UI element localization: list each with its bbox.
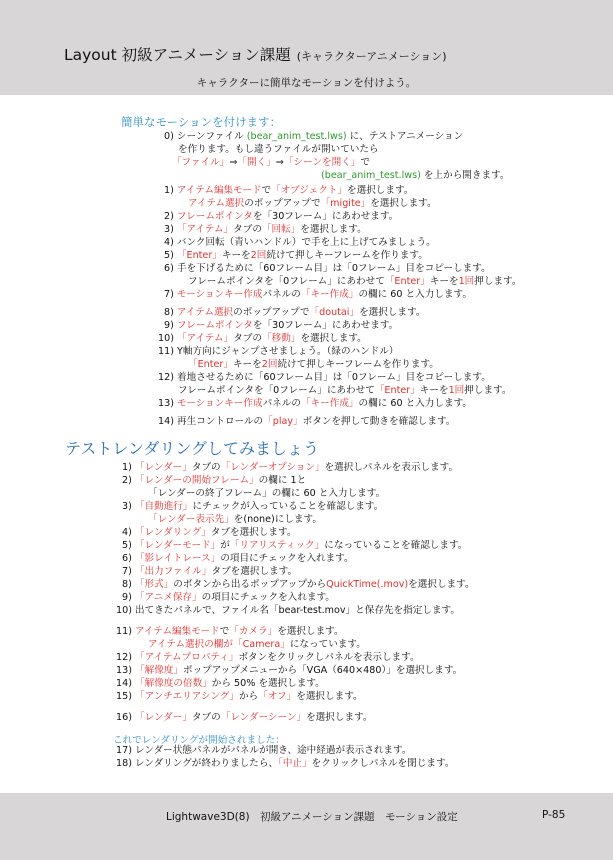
text: に、テストアニメーション [349,131,464,142]
text: を「30フレーム」にあわせます。 [252,211,399,222]
text: のポップアップで [233,307,310,318]
text: 「レンダー表示先」 [148,514,234,525]
text: を選択します。 [300,333,367,344]
text: 9) [164,320,174,331]
render-step-2-line2: 「レンダーの終了フレーム」の欄に 60 と入力します。 [148,488,386,499]
text: 13) [116,665,132,676]
text: になっていることを確認します。 [324,540,468,551]
text: 8) [122,579,132,590]
text: 「Enter」 [384,276,430,287]
text: を選択します。 [300,224,367,235]
step-13 [158,398,472,410]
render-step-4 [122,527,296,539]
text: パネルの [262,398,301,409]
text: 16) [116,712,132,723]
text: 12) [116,652,132,663]
text: を選択します。 [347,185,414,196]
page-subtitle: キャラクターに簡単なモーションを付けよう。 [196,77,417,89]
text: フレームポインタを「0フレーム」にあわせて [188,276,385,287]
text: 「doutai」 [309,307,360,318]
text: 「アニメ保存」 [134,592,202,603]
text: の欄に 60 と入力します。 [358,398,473,409]
text: パネルの [262,289,301,300]
text: が [220,540,230,551]
text: 「開く」 [237,157,276,168]
text: ポップアップメニューから「VGA（640×480）」を選択します。 [182,665,463,676]
text: 「キー作成」 [300,398,359,409]
text: 14) 再生コントロールの [158,416,264,427]
text: 1) [164,185,174,196]
text: 「キー作成」 [300,289,359,300]
text: を「30フレーム」にあわせます。 [252,320,399,331]
text: 0) シーンファイル [164,131,244,142]
text: 「影レイトレース」 [134,553,221,564]
text: アイテム編集モード [135,626,220,637]
text: キーを [429,276,459,287]
text: の欄に 60 と入力します。 [358,289,472,300]
step-0-line4 [321,170,510,182]
render-step-6 [122,553,354,565]
render-step-13 [116,665,462,677]
text: 1回 [458,276,475,287]
text: 5) [164,250,174,261]
text: 「Enter」 [176,250,222,261]
text: 「自動進行」 [134,501,193,512]
text: ⇒ [275,157,284,168]
render-step-2 [122,475,306,487]
text: を選択します。 [370,198,437,209]
text: 「レンダーモード」 [134,540,221,551]
text: キーを [221,250,251,261]
text: アイテム編集モード [176,185,262,196]
text: 「リアリスティック」 [229,540,325,551]
text: 「カメラ」 [229,626,278,637]
text: で [219,626,230,637]
text: 2) [122,475,132,486]
text: フレームポインタを「0フレーム」にあわせて [178,385,375,396]
text: キーを [419,385,449,396]
text: 「出力ファイル」 [134,566,212,577]
text: 4) [122,527,132,538]
text: 押します。 [474,276,522,287]
text: 「play」 [263,416,303,427]
step-0 [164,131,463,143]
render-step-9 [122,592,335,604]
render-step-15 [116,691,363,703]
step-5 [164,250,428,262]
text: にチェックが入っていることを確認します。 [192,501,384,512]
render-step-10: 10) 出てきたパネルで、ファイル名「bear-test.mov」と保存先を指定します。 [116,605,460,616]
text: 15) [116,691,132,702]
text: 2回 [250,250,267,261]
render-step-17: 17) レンダー状態パネルがパネルが開き、途中経過が表示されます。 [116,745,412,756]
text: 1) [122,462,132,473]
text: の項目にチェックを入れます。 [220,553,354,564]
text: をクリックしパネルを閉じます。 [311,758,455,769]
title-main: Layout 初級アニメーション課題 [64,46,291,64]
step-14 [158,416,455,428]
text: のボタンから出るポップアップから [173,579,327,590]
text: 「アイテム」 [176,224,234,235]
text: 2回 [261,359,278,370]
text: 7) [122,566,132,577]
render-step-11 [116,626,344,638]
text: になっています。 [289,639,366,650]
text: キーを [232,359,262,370]
text: を選択します。 [359,307,426,318]
text: タブの [233,333,263,344]
text: 「Enter」 [188,359,233,370]
text: ボタンを押して動きを確認します。 [302,416,456,427]
text: 「オブジェクト」 [271,185,348,196]
page-footer [0,793,613,860]
text: (bear_anim_test.lws) [246,131,347,142]
text: ⇒ [229,157,238,168]
step-6: 6) 手を下げるために「60フレーム目」は「0フレーム」目をコピーします。 [164,263,491,274]
text: 5) [122,540,132,551]
text: 7) [164,289,174,300]
text: フレームポインタ [176,211,253,222]
text: を(none)にします。 [233,514,322,525]
text: 押します。 [464,385,512,396]
text: で [261,185,272,196]
text: 8) [164,307,174,318]
render-step-3-line2 [148,514,322,526]
text: 「ファイル」 [172,157,230,168]
text: アイテム選択の欄が [148,639,233,650]
text: を選択します。 [408,579,475,590]
render-step-12 [116,652,420,664]
step-8 [164,307,425,319]
text: 「アイテム」 [177,333,234,344]
text: 3) [122,501,132,512]
text: 「Camera」 [233,639,290,650]
step-12-line2 [178,385,511,397]
render-step-7 [122,566,297,578]
text: (bear_anim_test.lws) [321,170,421,181]
text: タブを選択します。 [211,566,298,577]
text: を選択します。 [296,691,363,702]
step-2 [164,211,398,223]
text: タブの [191,462,221,473]
render-step-3 [122,501,383,513]
text: 3) [164,224,174,235]
text: フレームポインタ [176,320,253,331]
step-9 [164,320,398,332]
text: から 50% を選択します。 [211,678,325,689]
text: 「中止」 [278,758,312,769]
text: 13) [158,398,174,409]
section-heading-motion: 簡単なモーションを付けます： [121,115,282,129]
step-4: 4) バンク回転（青いハンドル）で手を上に上げてみましょう。 [164,237,436,248]
text: 「回転」 [261,224,301,235]
text: タブの [191,712,221,723]
text: の欄に 1と [258,475,307,486]
render-step-8 [122,579,475,591]
page-number: P-85 [542,809,566,821]
render-step-16 [116,712,372,724]
title-sub: (キャラクターアニメーション) [296,50,447,63]
render-step-14 [116,678,325,690]
text: ボタンをクリックしパネルを表示します。 [238,652,420,663]
text: 「オフ」 [258,691,297,702]
step-3 [164,224,367,236]
text: 14) [116,678,132,689]
step-0-line3 [172,157,370,169]
text: 「レンダリング」 [134,527,211,538]
step-0-line2: を作ります。もし違うファイルが開いていたら [178,144,379,155]
text: 「migite」 [320,198,371,209]
render-step-1 [122,462,458,474]
text: から [238,691,259,702]
step-11: 11) Y軸方向にジャンプさせましょう。（緑のハンドル） [158,346,399,357]
text: 2) [164,211,174,222]
text: 「形式」 [134,579,174,590]
text: のポップアップで [244,198,321,209]
text: 11) [116,626,132,637]
render-step-11-line2 [148,639,366,651]
text: 「レンダーシーン」 [220,712,307,723]
text: モーションキー作成 [176,289,263,300]
text: QuickTime(.mov) [326,579,409,590]
text: 「レンダーオプション」 [220,462,325,473]
text: 続けて押しキーフレームを作ります。 [266,250,428,261]
text: 「レンダーの開始フレーム」 [134,475,259,486]
text: 「解像度の倍数」 [135,678,212,689]
render-note: これでレンダリングが開始されました： [113,735,285,746]
footer-title: Lightwave3D(8) 初級アニメーション課題 モーション設定 [166,811,458,823]
text: 「アイテムプロパティ」 [135,652,239,663]
text: アイテム選択 [188,198,245,209]
text: を上から開きます。 [423,170,510,181]
text: 「レンダー」 [134,462,192,473]
text: 1回 [448,385,465,396]
step-11-line2 [188,359,439,371]
text: 6) [122,553,132,564]
step-1 [164,185,413,197]
text: を選択しパネルを表示します。 [324,462,459,473]
text: で [360,157,370,168]
text: 10) [158,333,174,344]
text: を選択します。 [277,626,344,637]
text: 「シーンを開く」 [283,157,361,168]
text: 18) レンダリングが終わりましたら、 [116,758,279,769]
text: タブの [233,224,262,235]
text: を選択します。 [306,712,373,723]
step-6-line2 [188,276,521,288]
text: 「移動」 [262,333,301,344]
text: モーションキー作成 [177,398,263,409]
step-12: 12) 着地させるために「60フレーム目」は「0フレーム」目をコピーします。 [158,372,491,383]
section-heading-render: テストレンダリングしてみましょう [65,439,320,458]
step-1-line2 [188,198,437,210]
text: 「解像度」 [135,665,183,676]
step-7 [164,289,472,301]
step-10 [158,333,367,345]
text: タブを選択します。 [210,527,297,538]
text: 「レンダー」 [135,712,192,723]
text: アイテム選択 [176,307,234,318]
text: 「アンチエリアシング」 [135,691,239,702]
text: の項目にチェックを入れます。 [201,592,335,603]
text: 続けて押しキーフレームを作ります。 [277,359,439,370]
text: 9) [122,592,132,603]
render-step-5 [122,540,467,552]
text: 「Enter」 [374,385,420,396]
render-step-18 [116,758,454,770]
page-title [64,43,447,65]
